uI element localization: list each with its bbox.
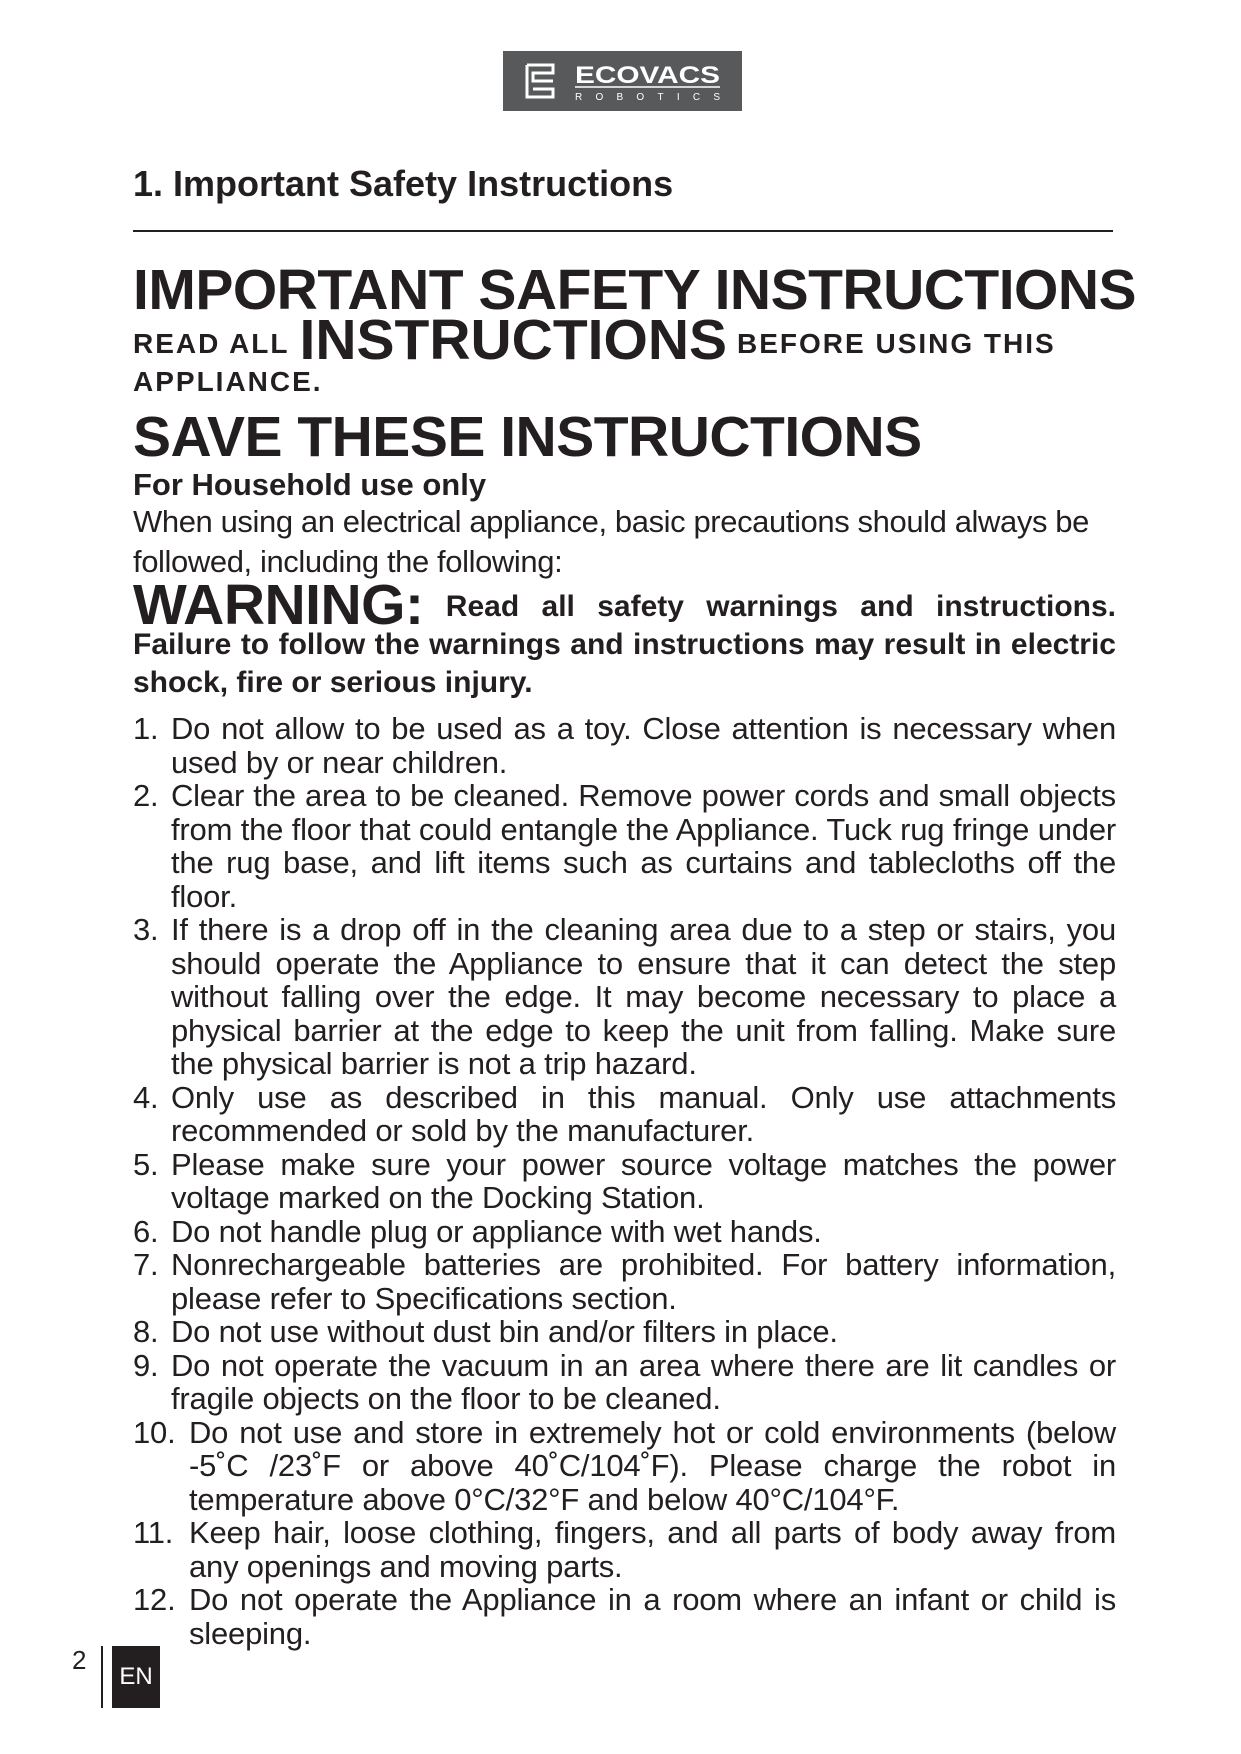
list-item-number: 5. [133, 1146, 159, 1182]
heading-important-safety: IMPORTANT SAFETY INSTRUCTIONS [133, 258, 1137, 322]
ecovacs-logo [503, 51, 742, 111]
list-item-text: Please make sure your power source voltage matches the power voltage marked on the Docking Station. [171, 1146, 1116, 1215]
list-item [133, 1248, 1116, 1315]
section-title: 1. Important Safety Instructions [133, 163, 674, 204]
list-item [133, 1215, 1116, 1249]
list-item [133, 913, 1116, 1081]
page-number: 2 [72, 1645, 87, 1675]
list-item-number: 8. [133, 1314, 159, 1349]
list-item-number: 2. [133, 778, 159, 813]
warning-label: WARNING: [133, 573, 424, 637]
read-line-before: READ ALL [133, 328, 290, 359]
list-item-number: 4. [133, 1079, 159, 1115]
list-item [133, 712, 1116, 779]
logo-sub: ROBOTICS [575, 92, 720, 103]
list-item-number: 3. [133, 912, 159, 947]
list-item-number: 9. [133, 1347, 159, 1383]
list-item-text: Only use as described in this manual. Only use attachments recommended or sold by the manufacturer. [171, 1079, 1116, 1148]
list-item-number: 11. [133, 1515, 174, 1550]
list-item-text: If there is a drop off in the cleaning area due to a step or stairs, you should operate the Appliance to ensure that it can detect the step without falling over the edge. It may become necessary to place a physical barrier at the edge to keep the unit from falling. Make sure the physical barrier is not a trip hazard. [171, 912, 1116, 1081]
list-item-text: Keep hair, loose clothing, fingers, and all parts of body away from any openings and moving parts. [189, 1515, 1116, 1584]
safety-content [133, 258, 1137, 1651]
list-item-text: Do not use without dust bin and/or filters in place. [171, 1314, 838, 1349]
list-item [133, 1315, 1116, 1349]
list-item [133, 779, 1116, 913]
list-item [133, 1416, 1116, 1517]
list-item [133, 1516, 1116, 1583]
warning-paragraph [133, 573, 1116, 702]
list-item-text: Do not operate the vacuum in an area where there are lit candles or fragile objects on the floor to be cleaned. [171, 1347, 1116, 1416]
list-item [133, 1349, 1116, 1416]
list-item-text: Do not handle plug or appliance with wet hands. [171, 1213, 822, 1249]
intro-paragraph: When using an electrical appliance, basic precautions should always be followed, including the following: [133, 504, 1089, 579]
heading-save-instructions: SAVE THESE INSTRUCTIONS [133, 405, 922, 469]
warning-text: Read all safety warnings and instructions. Failure to follow the warnings and instructions may result in electric shock, fire or serious injury. [133, 590, 1116, 699]
list-item-number: 1. [133, 711, 159, 746]
list-item [133, 1081, 1116, 1148]
footer-divider [101, 1646, 103, 1708]
list-item-text: Do not operate the Appliance in a room where an infant or child is sleeping. [189, 1582, 1116, 1651]
language-tab: EN [112, 1646, 160, 1708]
list-item-text: Do not allow to be used as a toy. Close attention is necessary when used by or near children. [171, 711, 1116, 780]
title-divider [133, 230, 1113, 232]
list-item-number: 12. [133, 1582, 176, 1617]
list-item-number: 7. [133, 1247, 159, 1282]
read-all-instructions [133, 308, 1116, 401]
logo-brand: ECOVACS [575, 62, 720, 89]
list-item-number: 10. [133, 1414, 176, 1450]
read-line-after: BEFORE USING THIS APPLIANCE. [133, 328, 1056, 397]
list-item-text: Clear the area to be cleaned. Remove power cords and small objects from the floor that could entangle the Appliance. Tuck rug fringe under the rug base, and lift items such as curtains and tablecloths off the floor. [171, 778, 1116, 914]
list-item [133, 1148, 1116, 1215]
list-item-number: 6. [133, 1213, 159, 1249]
list-item-text: Do not use and store in extremely hot or cold environments (below -5˚C /23˚F or above 40˚C/104˚F). Please charge the robot in temperature above 0°C/32°F and below 40°C/104°F. [189, 1414, 1116, 1517]
list-item [133, 1583, 1116, 1650]
household-use-note: For Household use only [133, 467, 487, 502]
safety-rules-list [133, 712, 1116, 1650]
list-item-text: Nonrechargeable batteries are prohibited. For battery information, please refer to Specifications section. [171, 1247, 1116, 1316]
ecovacs-logo-icon [503, 51, 742, 111]
read-line-big: INSTRUCTIONS [299, 308, 728, 372]
